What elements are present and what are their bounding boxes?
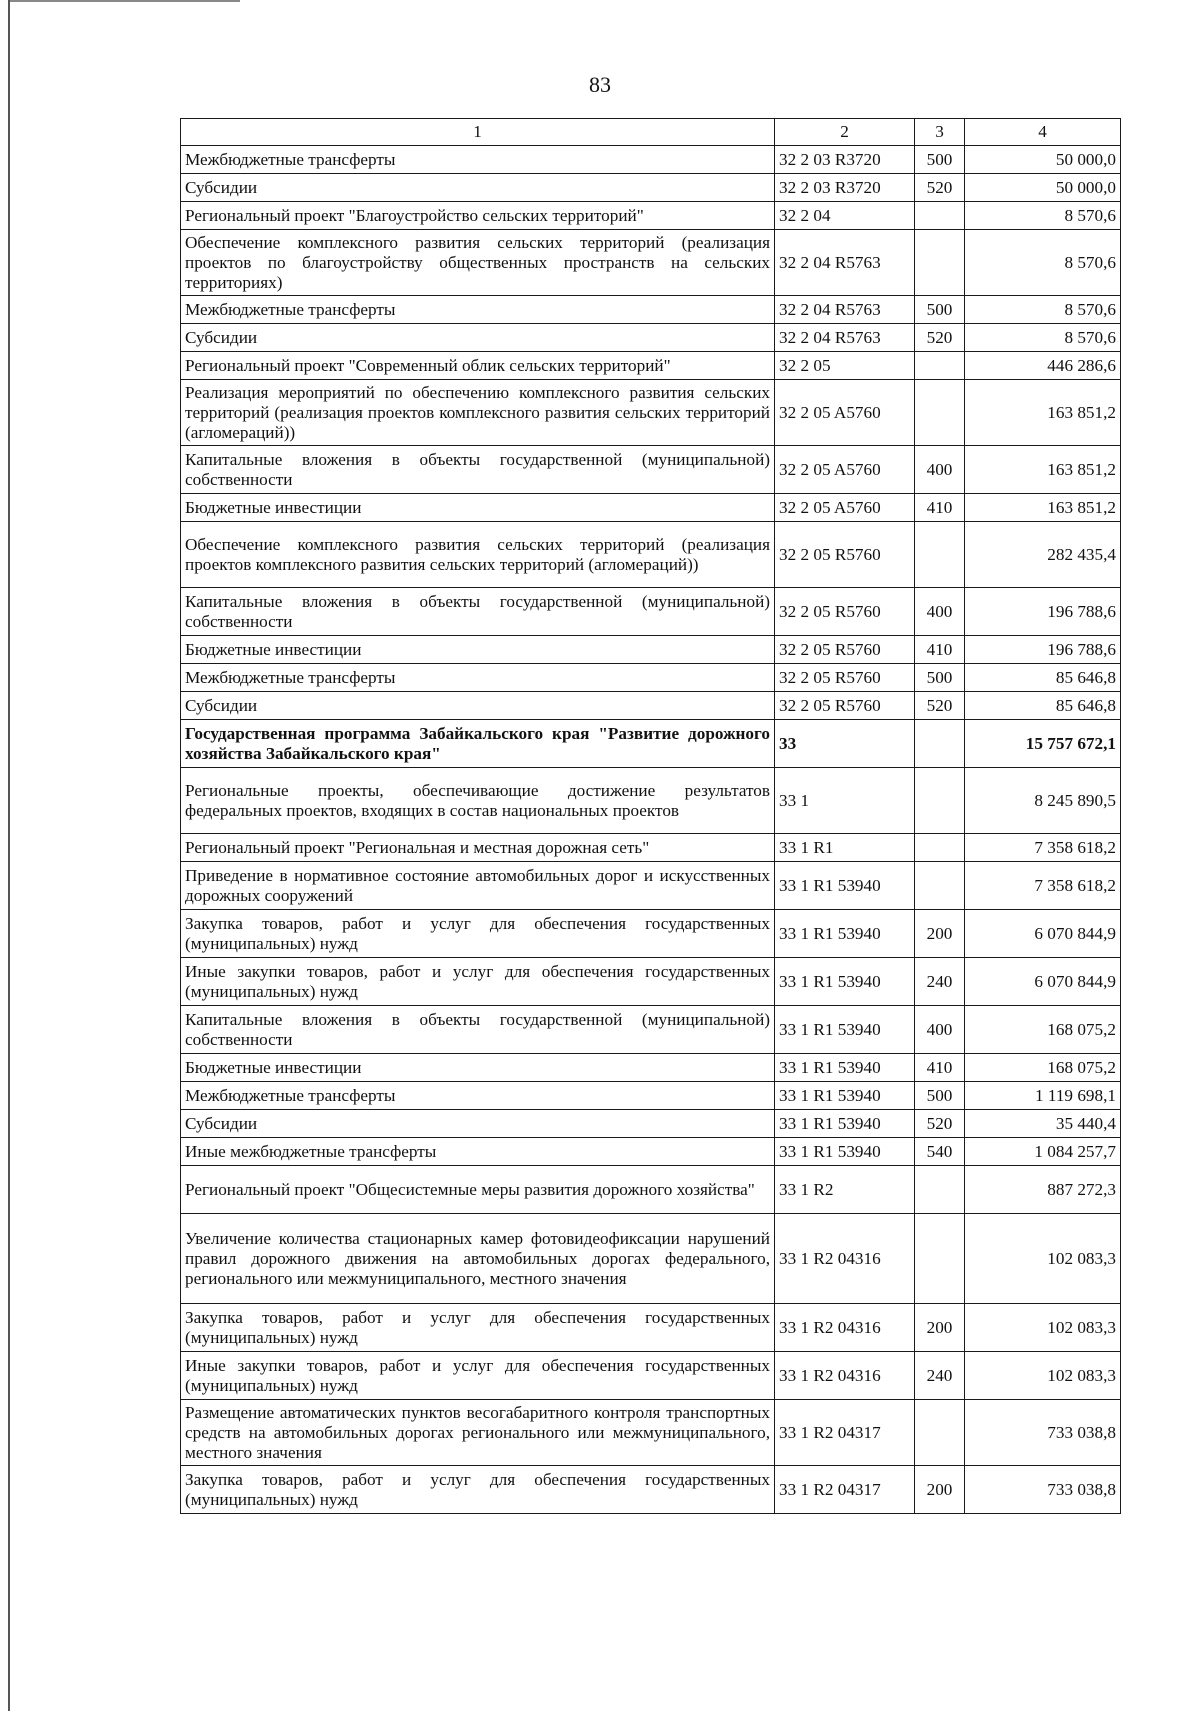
row-name-cell: Капитальные вложения в объекты государственной (муниципальной) собственности [181, 446, 775, 494]
table-row [181, 1304, 1121, 1352]
row-name-cell: Закупка товаров, работ и услуг для обеспечения государственных (муниципальных) нужд [181, 1304, 775, 1352]
row-type-cell [915, 862, 965, 910]
row-code-cell: 32 2 05 A5760 [775, 494, 915, 522]
table-row [181, 720, 1121, 768]
table-row [181, 1110, 1121, 1138]
row-name-cell: Межбюджетные трансферты [181, 664, 775, 692]
table-row [181, 692, 1121, 720]
row-type-cell: 410 [915, 494, 965, 522]
row-type-cell [915, 522, 965, 588]
row-code-cell: 33 1 R1 [775, 834, 915, 862]
row-type-cell [915, 1400, 965, 1466]
budget-table [180, 118, 1121, 1514]
row-amount-cell: 102 083,3 [965, 1214, 1121, 1304]
row-type-cell: 410 [915, 636, 965, 664]
row-type-cell: 240 [915, 958, 965, 1006]
table-row [181, 146, 1121, 174]
row-name-cell: Реализация мероприятий по обеспечению комплексного развития сельских территорий (реализация проектов комплексного развития сельских территорий (агломераций)) [181, 380, 775, 446]
row-amount-cell: 15 757 672,1 [965, 720, 1121, 768]
table-row [181, 636, 1121, 664]
row-amount-cell: 8 245 890,5 [965, 768, 1121, 834]
row-name-cell: Капитальные вложения в объекты государственной (муниципальной) собственности [181, 588, 775, 636]
row-type-cell [915, 1166, 965, 1214]
row-name-cell: Региональный проект "Благоустройство сельских территорий" [181, 202, 775, 230]
row-code-cell: 33 1 R1 53940 [775, 1138, 915, 1166]
row-type-cell: 200 [915, 1466, 965, 1514]
row-name-cell: Субсидии [181, 324, 775, 352]
row-type-cell [915, 768, 965, 834]
scan-top-edge [10, 0, 240, 2]
row-code-cell: 32 2 05 R5760 [775, 692, 915, 720]
row-code-cell: 32 2 03 R3720 [775, 146, 915, 174]
row-code-cell: 33 1 R1 53940 [775, 910, 915, 958]
row-name-cell: Государственная программа Забайкальского края "Развитие дорожного хозяйства Забайкальского края" [181, 720, 775, 768]
row-amount-cell: 196 788,6 [965, 588, 1121, 636]
row-name-cell: Межбюджетные трансферты [181, 146, 775, 174]
scan-left-edge [8, 0, 10, 1711]
row-name-cell: Иные межбюджетные трансферты [181, 1138, 775, 1166]
table-row [181, 1400, 1121, 1466]
row-code-cell: 32 2 05 A5760 [775, 446, 915, 494]
row-name-cell: Региональный проект "Региональная и местная дорожная сеть" [181, 834, 775, 862]
row-name-cell: Бюджетные инвестиции [181, 494, 775, 522]
row-code-cell: 32 2 04 [775, 202, 915, 230]
row-amount-cell: 50 000,0 [965, 174, 1121, 202]
row-amount-cell: 102 083,3 [965, 1352, 1121, 1400]
row-code-cell: 33 1 R2 [775, 1166, 915, 1214]
row-code-cell: 32 2 05 R5760 [775, 588, 915, 636]
row-type-cell: 520 [915, 174, 965, 202]
row-type-cell: 400 [915, 588, 965, 636]
row-code-cell: 33 1 R2 04316 [775, 1214, 915, 1304]
row-amount-cell: 8 570,6 [965, 230, 1121, 296]
table-row [181, 380, 1121, 446]
table-row [181, 494, 1121, 522]
table-row [181, 230, 1121, 296]
row-type-cell: 400 [915, 1006, 965, 1054]
row-code-cell: 33 1 R1 53940 [775, 1006, 915, 1054]
table-header-row [181, 119, 1121, 146]
table-row [181, 834, 1121, 862]
row-type-cell: 500 [915, 146, 965, 174]
row-type-cell [915, 230, 965, 296]
row-amount-cell: 887 272,3 [965, 1166, 1121, 1214]
row-name-cell: Иные закупки товаров, работ и услуг для обеспечения государственных (муниципальных) нужд [181, 958, 775, 1006]
table-row [181, 768, 1121, 834]
row-name-cell: Региональный проект "Современный облик сельских территорий" [181, 352, 775, 380]
row-type-cell: 240 [915, 1352, 965, 1400]
row-type-cell [915, 380, 965, 446]
row-amount-cell: 85 646,8 [965, 692, 1121, 720]
table-row [181, 202, 1121, 230]
row-amount-cell: 7 358 618,2 [965, 862, 1121, 910]
row-code-cell: 32 2 05 A5760 [775, 380, 915, 446]
row-code-cell: 32 2 04 R5763 [775, 324, 915, 352]
table-row [181, 352, 1121, 380]
row-code-cell: 33 1 [775, 768, 915, 834]
row-amount-cell: 6 070 844,9 [965, 910, 1121, 958]
row-name-cell: Капитальные вложения в объекты государственной (муниципальной) собственности [181, 1006, 775, 1054]
row-amount-cell: 163 851,2 [965, 446, 1121, 494]
row-name-cell: Обеспечение комплексного развития сельских территорий (реализация проектов комплексного развития сельских территорий (агломераций)) [181, 522, 775, 588]
row-name-cell: Субсидии [181, 1110, 775, 1138]
row-amount-cell: 196 788,6 [965, 636, 1121, 664]
row-code-cell: 32 2 03 R3720 [775, 174, 915, 202]
row-code-cell: 32 2 05 R5760 [775, 636, 915, 664]
row-amount-cell: 85 646,8 [965, 664, 1121, 692]
row-name-cell: Межбюджетные трансферты [181, 1082, 775, 1110]
table-row [181, 446, 1121, 494]
row-type-cell [915, 352, 965, 380]
table-row [181, 296, 1121, 324]
row-amount-cell: 163 851,2 [965, 494, 1121, 522]
row-amount-cell: 8 570,6 [965, 202, 1121, 230]
row-name-cell: Межбюджетные трансферты [181, 296, 775, 324]
row-amount-cell: 163 851,2 [965, 380, 1121, 446]
row-name-cell: Субсидии [181, 174, 775, 202]
row-code-cell: 33 1 R2 04316 [775, 1304, 915, 1352]
row-name-cell: Региональный проект "Общесистемные меры развития дорожного хозяйства" [181, 1166, 775, 1214]
table-row [181, 1352, 1121, 1400]
row-amount-cell: 733 038,8 [965, 1466, 1121, 1514]
table-row [181, 1006, 1121, 1054]
header-col-1: 1 [181, 119, 775, 146]
table-row [181, 958, 1121, 1006]
row-type-cell: 200 [915, 1304, 965, 1352]
row-code-cell: 33 1 R1 53940 [775, 958, 915, 1006]
row-type-cell [915, 834, 965, 862]
row-name-cell: Увеличение количества стационарных камер фотовидеофиксации нарушений правил дорожного движения на автомобильных дорогах федерального, регионального или межмуниципального, местного значения [181, 1214, 775, 1304]
table-row [181, 1166, 1121, 1214]
header-col-3: 3 [915, 119, 965, 146]
row-name-cell: Закупка товаров, работ и услуг для обеспечения государственных (муниципальных) нужд [181, 1466, 775, 1514]
row-amount-cell: 8 570,6 [965, 324, 1121, 352]
row-code-cell: 33 1 R2 04316 [775, 1352, 915, 1400]
row-type-cell: 200 [915, 910, 965, 958]
row-name-cell: Размещение автоматических пунктов весогабаритного контроля транспортных средств на автомобильных дорогах регионального или межмуниципального, местного значения [181, 1400, 775, 1466]
row-code-cell: 32 2 04 R5763 [775, 296, 915, 324]
row-type-cell: 400 [915, 446, 965, 494]
row-code-cell: 33 1 R1 53940 [775, 1054, 915, 1082]
row-type-cell [915, 202, 965, 230]
row-code-cell: 32 2 05 R5760 [775, 664, 915, 692]
row-code-cell: 33 1 R2 04317 [775, 1400, 915, 1466]
row-type-cell: 500 [915, 296, 965, 324]
row-code-cell: 32 2 05 R5760 [775, 522, 915, 588]
row-amount-cell: 50 000,0 [965, 146, 1121, 174]
table-row [181, 588, 1121, 636]
row-amount-cell: 168 075,2 [965, 1054, 1121, 1082]
row-code-cell: 32 2 05 [775, 352, 915, 380]
row-code-cell: 33 1 R2 04317 [775, 1466, 915, 1514]
row-type-cell: 500 [915, 1082, 965, 1110]
row-code-cell: 33 1 R1 53940 [775, 1082, 915, 1110]
budget-table-body [181, 119, 1121, 1514]
row-amount-cell: 7 358 618,2 [965, 834, 1121, 862]
row-type-cell: 500 [915, 664, 965, 692]
row-type-cell: 410 [915, 1054, 965, 1082]
row-amount-cell: 1 084 257,7 [965, 1138, 1121, 1166]
row-type-cell: 540 [915, 1138, 965, 1166]
row-amount-cell: 8 570,6 [965, 296, 1121, 324]
header-col-2: 2 [775, 119, 915, 146]
row-type-cell: 520 [915, 324, 965, 352]
row-code-cell: 33 1 R1 53940 [775, 1110, 915, 1138]
page-number: 83 [589, 72, 611, 97]
table-row [181, 664, 1121, 692]
row-type-cell: 520 [915, 1110, 965, 1138]
header-col-4: 4 [965, 119, 1121, 146]
row-amount-cell: 6 070 844,9 [965, 958, 1121, 1006]
row-name-cell: Бюджетные инвестиции [181, 1054, 775, 1082]
table-row [181, 1466, 1121, 1514]
row-type-cell [915, 720, 965, 768]
row-name-cell: Обеспечение комплексного развития сельских территорий (реализация проектов по благоустройству общественных пространств на сельских территориях) [181, 230, 775, 296]
row-amount-cell: 282 435,4 [965, 522, 1121, 588]
table-row [181, 324, 1121, 352]
table-row [181, 1138, 1121, 1166]
table-row [181, 174, 1121, 202]
row-code-cell: 33 1 R1 53940 [775, 862, 915, 910]
row-amount-cell: 446 286,6 [965, 352, 1121, 380]
row-name-cell: Приведение в нормативное состояние автомобильных дорог и искусственных дорожных сооружений [181, 862, 775, 910]
row-name-cell: Субсидии [181, 692, 775, 720]
table-row [181, 1082, 1121, 1110]
row-name-cell: Региональные проекты, обеспечивающие достижение результатов федеральных проектов, входящих в состав национальных проектов [181, 768, 775, 834]
row-amount-cell: 102 083,3 [965, 1304, 1121, 1352]
row-type-cell: 520 [915, 692, 965, 720]
row-name-cell: Бюджетные инвестиции [181, 636, 775, 664]
row-name-cell: Иные закупки товаров, работ и услуг для обеспечения государственных (муниципальных) нужд [181, 1352, 775, 1400]
table-row [181, 1214, 1121, 1304]
row-amount-cell: 733 038,8 [965, 1400, 1121, 1466]
row-amount-cell: 168 075,2 [965, 1006, 1121, 1054]
row-type-cell [915, 1214, 965, 1304]
row-amount-cell: 1 119 698,1 [965, 1082, 1121, 1110]
table-row [181, 862, 1121, 910]
row-name-cell: Закупка товаров, работ и услуг для обеспечения государственных (муниципальных) нужд [181, 910, 775, 958]
row-code-cell: 32 2 04 R5763 [775, 230, 915, 296]
table-row [181, 910, 1121, 958]
table-row [181, 522, 1121, 588]
row-amount-cell: 35 440,4 [965, 1110, 1121, 1138]
table-row [181, 1054, 1121, 1082]
row-code-cell: 33 [775, 720, 915, 768]
